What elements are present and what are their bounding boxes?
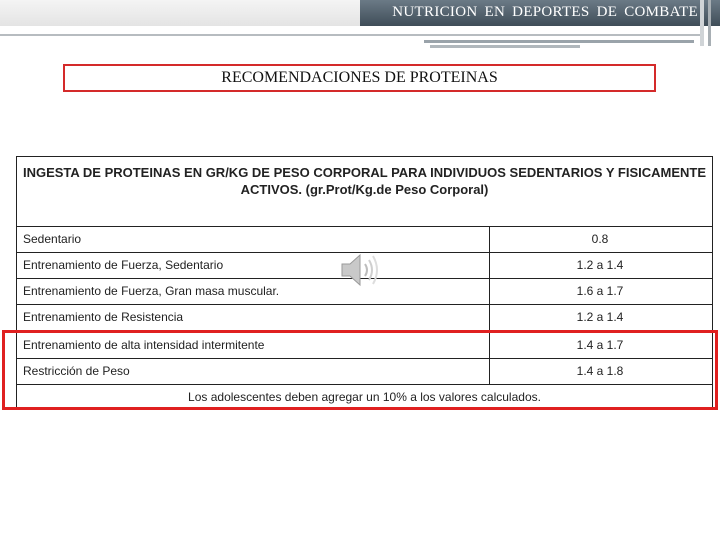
row-label: Entrenamiento de Resistencia xyxy=(23,310,184,324)
row-value: 1.2 a 1.4 xyxy=(576,258,624,272)
row-value: 0.8 xyxy=(591,232,609,246)
row-label: Entrenamiento de alta intensidad intermitente xyxy=(23,338,265,352)
table-header-line2: ACTIVOS. (gr.Prot/Kg.de Peso Corporal) xyxy=(240,182,489,197)
decorative-line xyxy=(424,40,694,43)
row-label: Entrenamiento de Fuerza, Sedentario xyxy=(23,258,224,272)
row-label: Restricción de Peso xyxy=(23,364,130,378)
row-value: 1.4 a 1.7 xyxy=(576,338,624,352)
decorative-line xyxy=(708,0,711,46)
table-footer-note: Los adolescentes deben agregar un 10% a los valores calculados. xyxy=(188,390,541,404)
decorative-line xyxy=(430,45,580,48)
row-value: 1.4 a 1.8 xyxy=(576,364,624,378)
slide-title: RECOMENDACIONES DE PROTEINAS xyxy=(63,64,656,92)
table-header xyxy=(17,157,712,227)
table-row xyxy=(17,305,712,331)
highlight-box xyxy=(2,330,718,410)
decorative-line xyxy=(700,0,704,46)
decorative-line xyxy=(0,34,700,36)
header-title: NUTRICION EN DEPORTES DE COMBATE xyxy=(392,4,698,20)
row-value: 1.2 a 1.4 xyxy=(576,310,624,324)
row-label: Entrenamiento de Fuerza, Gran masa muscular. xyxy=(23,284,280,298)
row-label: Sedentario xyxy=(23,232,82,246)
row-value: 1.6 a 1.7 xyxy=(576,284,624,298)
table-header-line1: INGESTA DE PROTEINAS EN GR/KG DE PESO CORPORAL PARA INDIVIDUOS SEDENTARIOS Y FISICAMENTE xyxy=(22,165,707,180)
speaker-icon[interactable] xyxy=(338,250,384,290)
